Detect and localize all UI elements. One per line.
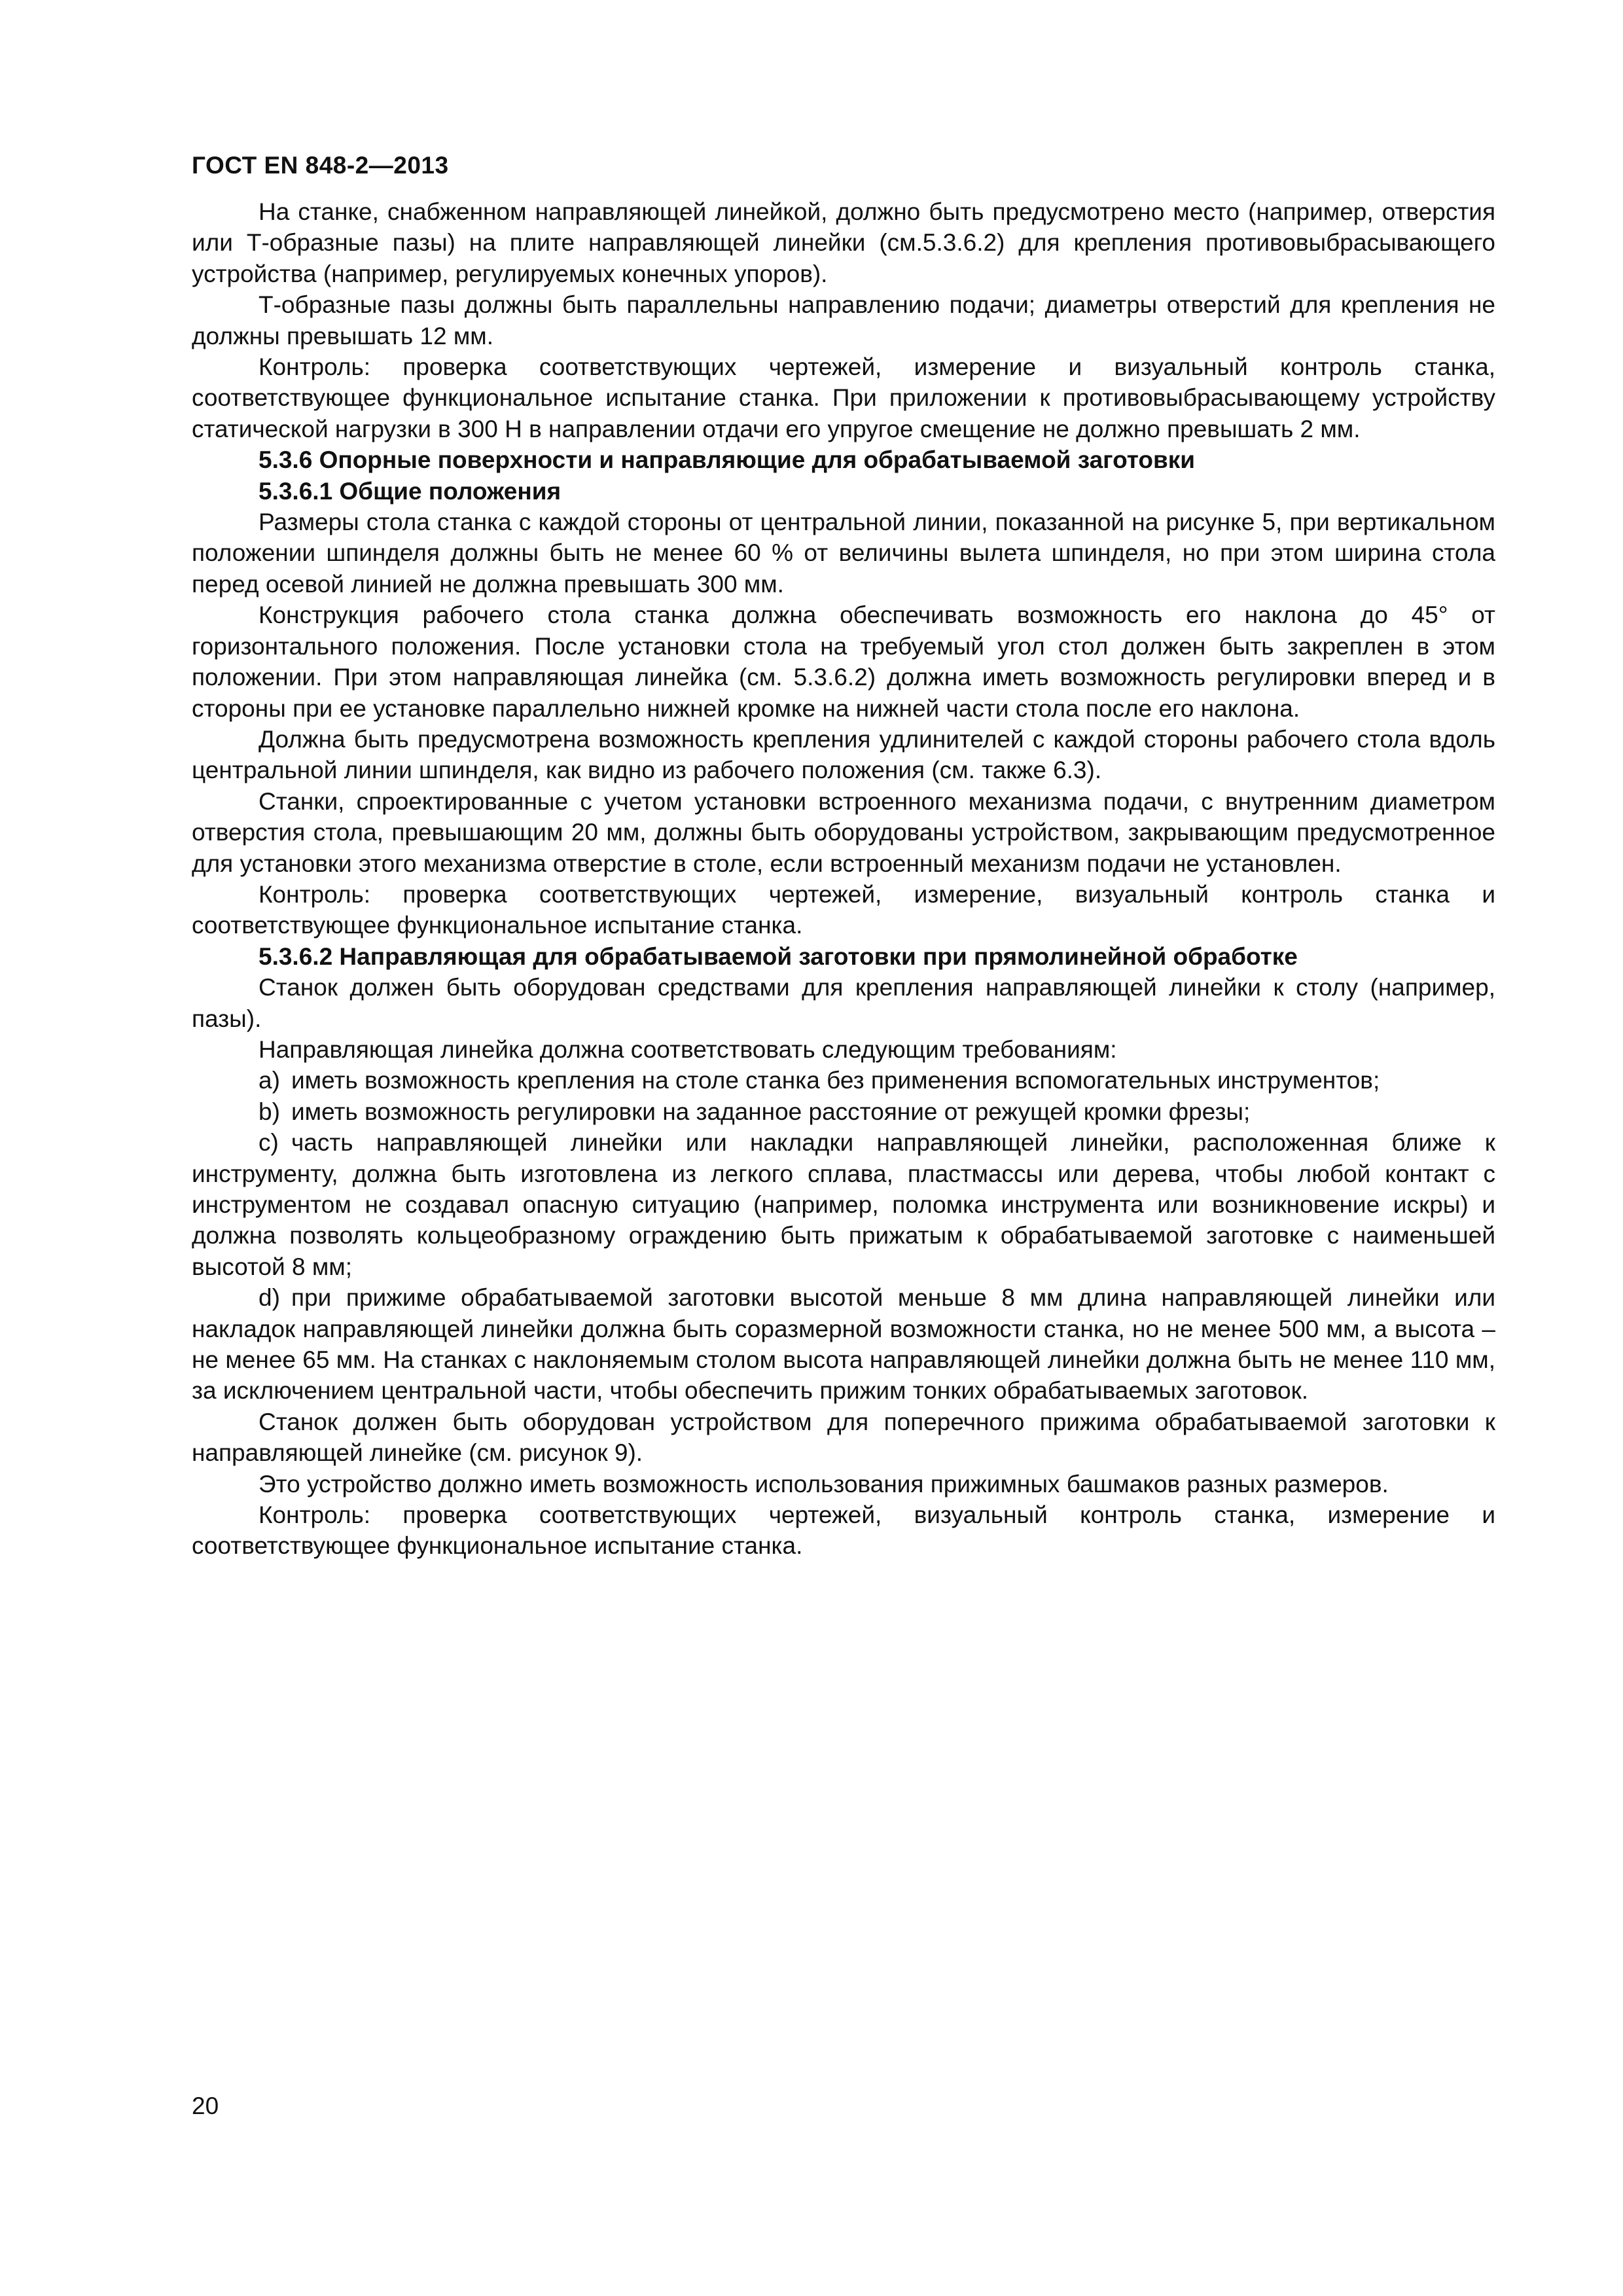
paragraph: Должна быть предусмотрена возможность крепления удлинителей с каждой стороны рабочего стола вдоль центральной линии шпинделя, как видно из рабочего положения (см. также 6.3).	[192, 725, 1495, 784]
list-item-text: часть направляющей линейки или накладки направляющей линейки, расположенная ближе к инструменту, должна быть изготовлена из легкого сплава, пластмассы или дерева, чтобы любой контакт с инструментом не создавал опасную ситуацию (например, поломка инструмента или возникновение искры) и должна позволять кольцеобразному ограждению быть прижатым к обрабатываемой заготовке с наименьшей высотой 8 мм;	[192, 1129, 1495, 1280]
list-item-text: иметь возможность регулировки на заданное расстояние от режущей кромки фрезы;	[291, 1098, 1251, 1125]
page-number: 20	[192, 2092, 219, 2119]
paragraph: Станок должен быть оборудован устройством для поперечного прижима обрабатываемой заготовки к направляющей линейке (см. рисунок 9).	[192, 1408, 1495, 1467]
paragraph: Контроль: проверка соответствующих чертежей, измерение, визуальный контроль станка и соответствующее функциональное испытание станка.	[192, 880, 1495, 939]
paragraph: Это устройство должно иметь возможность использования прижимных башмаков разных размеров.	[259, 1470, 1389, 1498]
paragraph: Станок должен быть оборудован средствами для крепления направляющей линейки к столу (например, пазы).	[192, 974, 1495, 1032]
section-heading-5-3-6-1: 5.3.6.1 Общие положения	[259, 477, 562, 505]
list-item	[192, 1096, 1495, 1127]
list-item-text: при прижиме обрабатываемой заготовки высотой меньше 8 мм длина направляющей линейки или накладок направляющей линейки должна быть соразмерной возможности станка, но не менее 500 мм, а высота – не менее 65 мм. На станках с наклоняемым столом высота направляющей линейки должна быть не менее 110 мм, за исключением центральной части, чтобы обеспечить прижим тонких обрабатываемых заготовок.	[192, 1284, 1495, 1405]
paragraph: Размеры стола станка с каждой стороны от центральной линии, показанной на рисунке 5, при вертикальном положении шпинделя должны быть не менее 60 % от величины вылета шпинделя, но при этом ширина стола перед осевой линией не должна превышать 300 мм.	[192, 509, 1495, 598]
section-heading-5-3-6: 5.3.6 Опорные поверхности и направляющие для обрабатываемой заготовки	[259, 446, 1196, 474]
section-heading-5-3-6-2: 5.3.6.2 Направляющая для обрабатываемой заготовки при прямолинейной обработке	[259, 942, 1298, 970]
paragraph: Станки, спроектированные с учетом установки встроенного механизма подачи, с внутренним диаметром отверстия стола, превышающим 20 мм, должны быть оборудованы устройством, закрывающим предусмотренное для установки этого механизма отверстие в столе, если встроенный механизм подачи не установлен.	[192, 787, 1495, 877]
paragraph: Контроль: проверка соответствующих чертежей, визуальный контроль станка, измерение и соответствующее функциональное испытание станка.	[192, 1501, 1495, 1560]
list-marker: c)	[259, 1129, 279, 1157]
paragraph: Конструкция рабочего стола станка должна обеспечивать возможность его наклона до 45° от горизонтального положения. После установки стола на требуемый угол стол должен быть закреплен в этом положении. При этом направляющая линейка (см. 5.3.6.2) должна иметь возможность регулировки вперед и в стороны при ее установке параллельно нижней кромке на нижней части стола после его наклона.	[192, 601, 1495, 722]
paragraph: На станке, снабженном направляющей линейкой, должно быть предусмотрено место (например, отверстия или Т-образные пазы) на плите направляющей линейки (см.5.3.6.2) для крепления противовыбрасывающего устройства (например, регулируемых конечных упоров).	[192, 198, 1495, 287]
list-item	[192, 1127, 1495, 1282]
list-item	[192, 1282, 1495, 1407]
document-header: ГОСТ EN 848-2—2013	[192, 152, 449, 179]
list-marker: a)	[259, 1067, 280, 1094]
paragraph: Контроль: проверка соответствующих чертежей, измерение и визуальный контроль станка, соответствующее функциональное испытание станка. При приложении к противовыбрасывающему устройству статической нагрузки в 300 Н в направлении отдачи его упругое смещение не должно превышать 2 мм.	[192, 353, 1495, 442]
list-item	[192, 1065, 1495, 1096]
paragraph: Направляющая линейка должна соответствовать следующим требованиям:	[259, 1035, 1117, 1063]
document-body	[192, 196, 1495, 1562]
paragraph: Т-образные пазы должны быть параллельны направлению подачи; диаметры отверстий для крепления не должны превышать 12 мм.	[192, 291, 1495, 350]
list-item-text: иметь возможность крепления на столе станка без применения вспомогательных инструментов;	[291, 1067, 1380, 1094]
list-marker: b)	[259, 1098, 280, 1125]
list-marker: d)	[259, 1284, 280, 1312]
